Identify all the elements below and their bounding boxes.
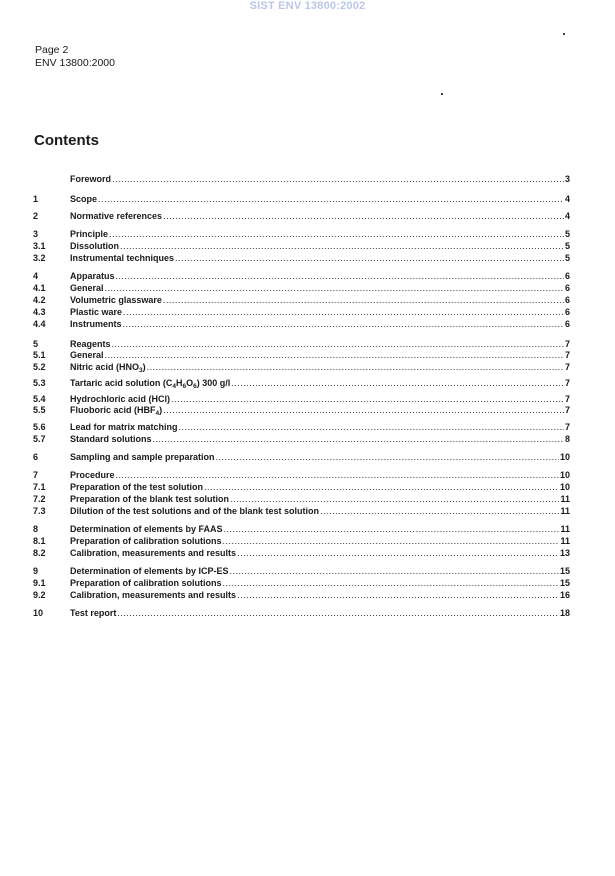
toc-entry-number: 5.2 xyxy=(33,362,46,372)
toc-entry-number: 5.1 xyxy=(33,350,46,360)
dot-leader xyxy=(320,505,559,517)
toc-entry-number: 4.3 xyxy=(33,307,46,317)
toc-entry-title: Reagents xyxy=(70,339,111,349)
toc-entry-title: Calibration, measurements and results xyxy=(70,548,237,558)
toc-entry-page: 7 xyxy=(564,422,570,432)
dot-leader xyxy=(224,523,560,535)
toc-entry-page: 7 xyxy=(564,350,570,360)
toc-entry[interactable] xyxy=(33,481,570,493)
toc-entry-number: 4.1 xyxy=(33,283,46,293)
toc-entry-number: 1 xyxy=(33,194,39,204)
toc-entry-title: Standard solutions xyxy=(70,434,152,444)
toc-entry[interactable] xyxy=(33,493,570,505)
toc-entry-title: Preparation of the test solution xyxy=(70,482,204,492)
toc-entry[interactable] xyxy=(33,577,570,589)
toc-entry-number: 5.4 xyxy=(33,394,46,404)
toc-entry[interactable] xyxy=(33,421,570,433)
scan-speck xyxy=(563,33,565,35)
toc-entry-title: Preparation of the blank test solution xyxy=(70,494,230,504)
toc-entry-number: 7 xyxy=(33,470,39,480)
toc-entry-title: Preparation of calibration solutions xyxy=(70,536,222,546)
dot-leader xyxy=(116,469,559,481)
toc-entry-page: 5 xyxy=(564,241,570,251)
toc-entry[interactable] xyxy=(33,361,570,373)
toc-entry[interactable] xyxy=(33,252,570,264)
dot-leader xyxy=(112,173,564,185)
toc-entry-number: 4 xyxy=(33,271,39,281)
dot-leader xyxy=(163,404,564,416)
toc-entry-title: Dilution of the test solutions and of the blank test solution xyxy=(70,506,319,516)
toc-entry[interactable] xyxy=(33,240,570,252)
dot-leader xyxy=(105,282,564,294)
toc-entry-page: 7 xyxy=(564,405,570,415)
toc-entry-number: 10 xyxy=(33,608,44,618)
dot-leader xyxy=(216,451,559,463)
toc-entry-number: 3.1 xyxy=(33,241,46,251)
dot-leader xyxy=(237,547,559,559)
toc-entry-title: Volumetric glassware xyxy=(70,295,162,305)
dot-leader xyxy=(123,306,564,318)
toc-entry-number: 7.2 xyxy=(33,494,46,504)
toc-entry-page: 4 xyxy=(564,211,570,221)
dot-leader xyxy=(105,349,564,361)
dot-leader xyxy=(175,252,564,264)
toc-entry-title: Instrumental techniques xyxy=(70,253,175,263)
toc-entry-page: 7 xyxy=(564,339,570,349)
toc-entry-number: 5.7 xyxy=(33,434,46,444)
toc-entry-page: 15 xyxy=(559,578,570,588)
toc-entry[interactable] xyxy=(33,282,570,294)
dot-leader xyxy=(179,421,564,433)
page-number: Page 2 xyxy=(35,44,69,56)
toc-entry-page: 10 xyxy=(559,482,570,492)
toc-entry[interactable] xyxy=(33,607,570,619)
toc-entry[interactable] xyxy=(33,469,570,481)
toc-entry-page: 11 xyxy=(560,494,570,504)
toc-entry[interactable] xyxy=(33,565,570,577)
toc-entry-number: 5.6 xyxy=(33,422,46,432)
toc-entry-title: Nitric acid $(HNO_3)$ xyxy=(70,362,146,374)
dot-leader xyxy=(223,535,560,547)
toc-entry[interactable] xyxy=(33,228,570,240)
toc-entry-page: 6 xyxy=(564,295,570,305)
toc-entry-title: Test report xyxy=(70,608,117,618)
toc-entry-number: 9.1 xyxy=(33,578,46,588)
standard-id: ENV 13800:2000 xyxy=(35,57,115,69)
toc-entry-number: 5 xyxy=(33,339,39,349)
dot-leader xyxy=(116,270,564,282)
toc-entry-page: 10 xyxy=(559,470,570,480)
toc-entry-page: 4 xyxy=(564,194,570,204)
dot-leader xyxy=(231,377,564,389)
toc-entry[interactable] xyxy=(33,433,570,445)
toc-entry-title: General xyxy=(70,350,104,360)
toc-entry-page: 5 xyxy=(564,253,570,263)
toc-entry-page: 11 xyxy=(560,524,570,534)
toc-entry-page: 5 xyxy=(564,229,570,239)
toc-entry-number: 7.1 xyxy=(33,482,46,492)
toc-entry-number: 5.3 xyxy=(33,378,46,388)
toc-entry-page: 15 xyxy=(559,566,570,576)
dot-leader xyxy=(117,607,559,619)
toc-entry-number: 3.2 xyxy=(33,253,46,263)
toc-entry[interactable] xyxy=(33,451,570,463)
toc-entry-page: 6 xyxy=(564,271,570,281)
toc-entry-title: Normative references xyxy=(70,211,163,221)
toc-entry[interactable] xyxy=(33,377,570,389)
dot-leader xyxy=(109,228,564,240)
toc-entry[interactable] xyxy=(33,349,570,361)
toc-entry-title: Fluoboric acid $(HBF_4)$ xyxy=(70,405,163,417)
toc-entry-title: Determination of elements by ICP-ES xyxy=(70,566,229,576)
toc-entry-page: 18 xyxy=(559,608,570,618)
toc-entry[interactable] xyxy=(33,505,570,517)
toc-entry-title: Hydrochloric acid (HCl) xyxy=(70,394,171,404)
dot-leader xyxy=(204,481,559,493)
watermark: SIST ENV 13800:2002 xyxy=(249,0,366,12)
page-title: Contents xyxy=(34,132,99,149)
toc-entry-page: 3 xyxy=(564,174,570,184)
toc-entry[interactable] xyxy=(33,589,570,601)
toc-entry-title: Procedure xyxy=(70,470,115,480)
toc-entry[interactable] xyxy=(33,404,570,416)
toc-entry-title: Determination of elements by FAAS xyxy=(70,524,223,534)
toc-entry-page: 11 xyxy=(560,536,570,546)
toc-entry-number: 2 xyxy=(33,211,39,221)
toc-entry-number: 8 xyxy=(33,524,39,534)
toc-entry-title: Plastic ware xyxy=(70,307,123,317)
toc-entry-page: 6 xyxy=(564,307,570,317)
toc-entry-number: 9 xyxy=(33,566,39,576)
toc-entry-number: 8.2 xyxy=(33,548,46,558)
dot-leader xyxy=(230,565,559,577)
dot-leader xyxy=(147,361,564,373)
dot-leader xyxy=(120,240,564,252)
dot-leader xyxy=(123,318,564,330)
toc-entry-title: Preparation of calibration solutions xyxy=(70,578,222,588)
toc-entry-page: 10 xyxy=(559,452,570,462)
toc-entry-page: 8 xyxy=(564,434,570,444)
toc-entry-page: 7 xyxy=(564,378,570,388)
toc-entry[interactable] xyxy=(33,318,570,330)
toc-entry[interactable] xyxy=(33,535,570,547)
toc-entry-number: 7.3 xyxy=(33,506,46,516)
toc-entry-page: 16 xyxy=(559,590,570,600)
dot-leader xyxy=(230,493,559,505)
toc-entry[interactable] xyxy=(33,294,570,306)
toc-entry[interactable] xyxy=(33,173,570,185)
dot-leader xyxy=(223,577,559,589)
toc-entry-title: Apparatus xyxy=(70,271,115,281)
dot-leader xyxy=(153,433,564,445)
toc-entry[interactable] xyxy=(33,210,570,222)
toc-entry-title: Sampling and sample preparation xyxy=(70,452,215,462)
toc-entry-title: Foreword xyxy=(70,174,112,184)
toc-entry[interactable] xyxy=(33,523,570,535)
toc-entry-title: General xyxy=(70,283,104,293)
toc-entry-title: Dissolution xyxy=(70,241,119,251)
dot-leader xyxy=(163,294,564,306)
toc-entry-title: Calibration, measurements and results xyxy=(70,590,237,600)
toc-entry[interactable] xyxy=(33,193,570,205)
toc-entry-page: 6 xyxy=(564,319,570,329)
toc-entry-number: 5.5 xyxy=(33,405,46,415)
toc-entry[interactable] xyxy=(33,270,570,282)
toc-entry-page: 7 xyxy=(564,362,570,372)
toc-entry-title: Scope xyxy=(70,194,98,204)
toc-entry-page: 13 xyxy=(559,548,570,558)
toc-entry-title: Tartaric acid solution $(C_4H_6O_6)$ 300 g/l xyxy=(70,378,231,390)
toc-entry-title: Lead for matrix matching xyxy=(70,422,178,432)
toc-entry-page: 11 xyxy=(560,506,570,516)
dot-leader xyxy=(237,589,559,601)
toc-entry-title: Principle xyxy=(70,229,109,239)
toc-entry-number: 6 xyxy=(33,452,39,462)
toc-entry-page: 7 xyxy=(564,394,570,404)
toc-entry-page: 6 xyxy=(564,283,570,293)
toc-entry[interactable] xyxy=(33,306,570,318)
toc-entry-number: 9.2 xyxy=(33,590,46,600)
toc-entry-title: Instruments xyxy=(70,319,122,329)
toc-entry-number: 4.2 xyxy=(33,295,46,305)
toc-entry[interactable] xyxy=(33,547,570,559)
dot-leader xyxy=(98,193,564,205)
scan-speck xyxy=(441,93,443,95)
toc-entry-number: 3 xyxy=(33,229,39,239)
dot-leader xyxy=(163,210,564,222)
toc-entry-number: 4.4 xyxy=(33,319,46,329)
toc-entry-number: 8.1 xyxy=(33,536,46,546)
